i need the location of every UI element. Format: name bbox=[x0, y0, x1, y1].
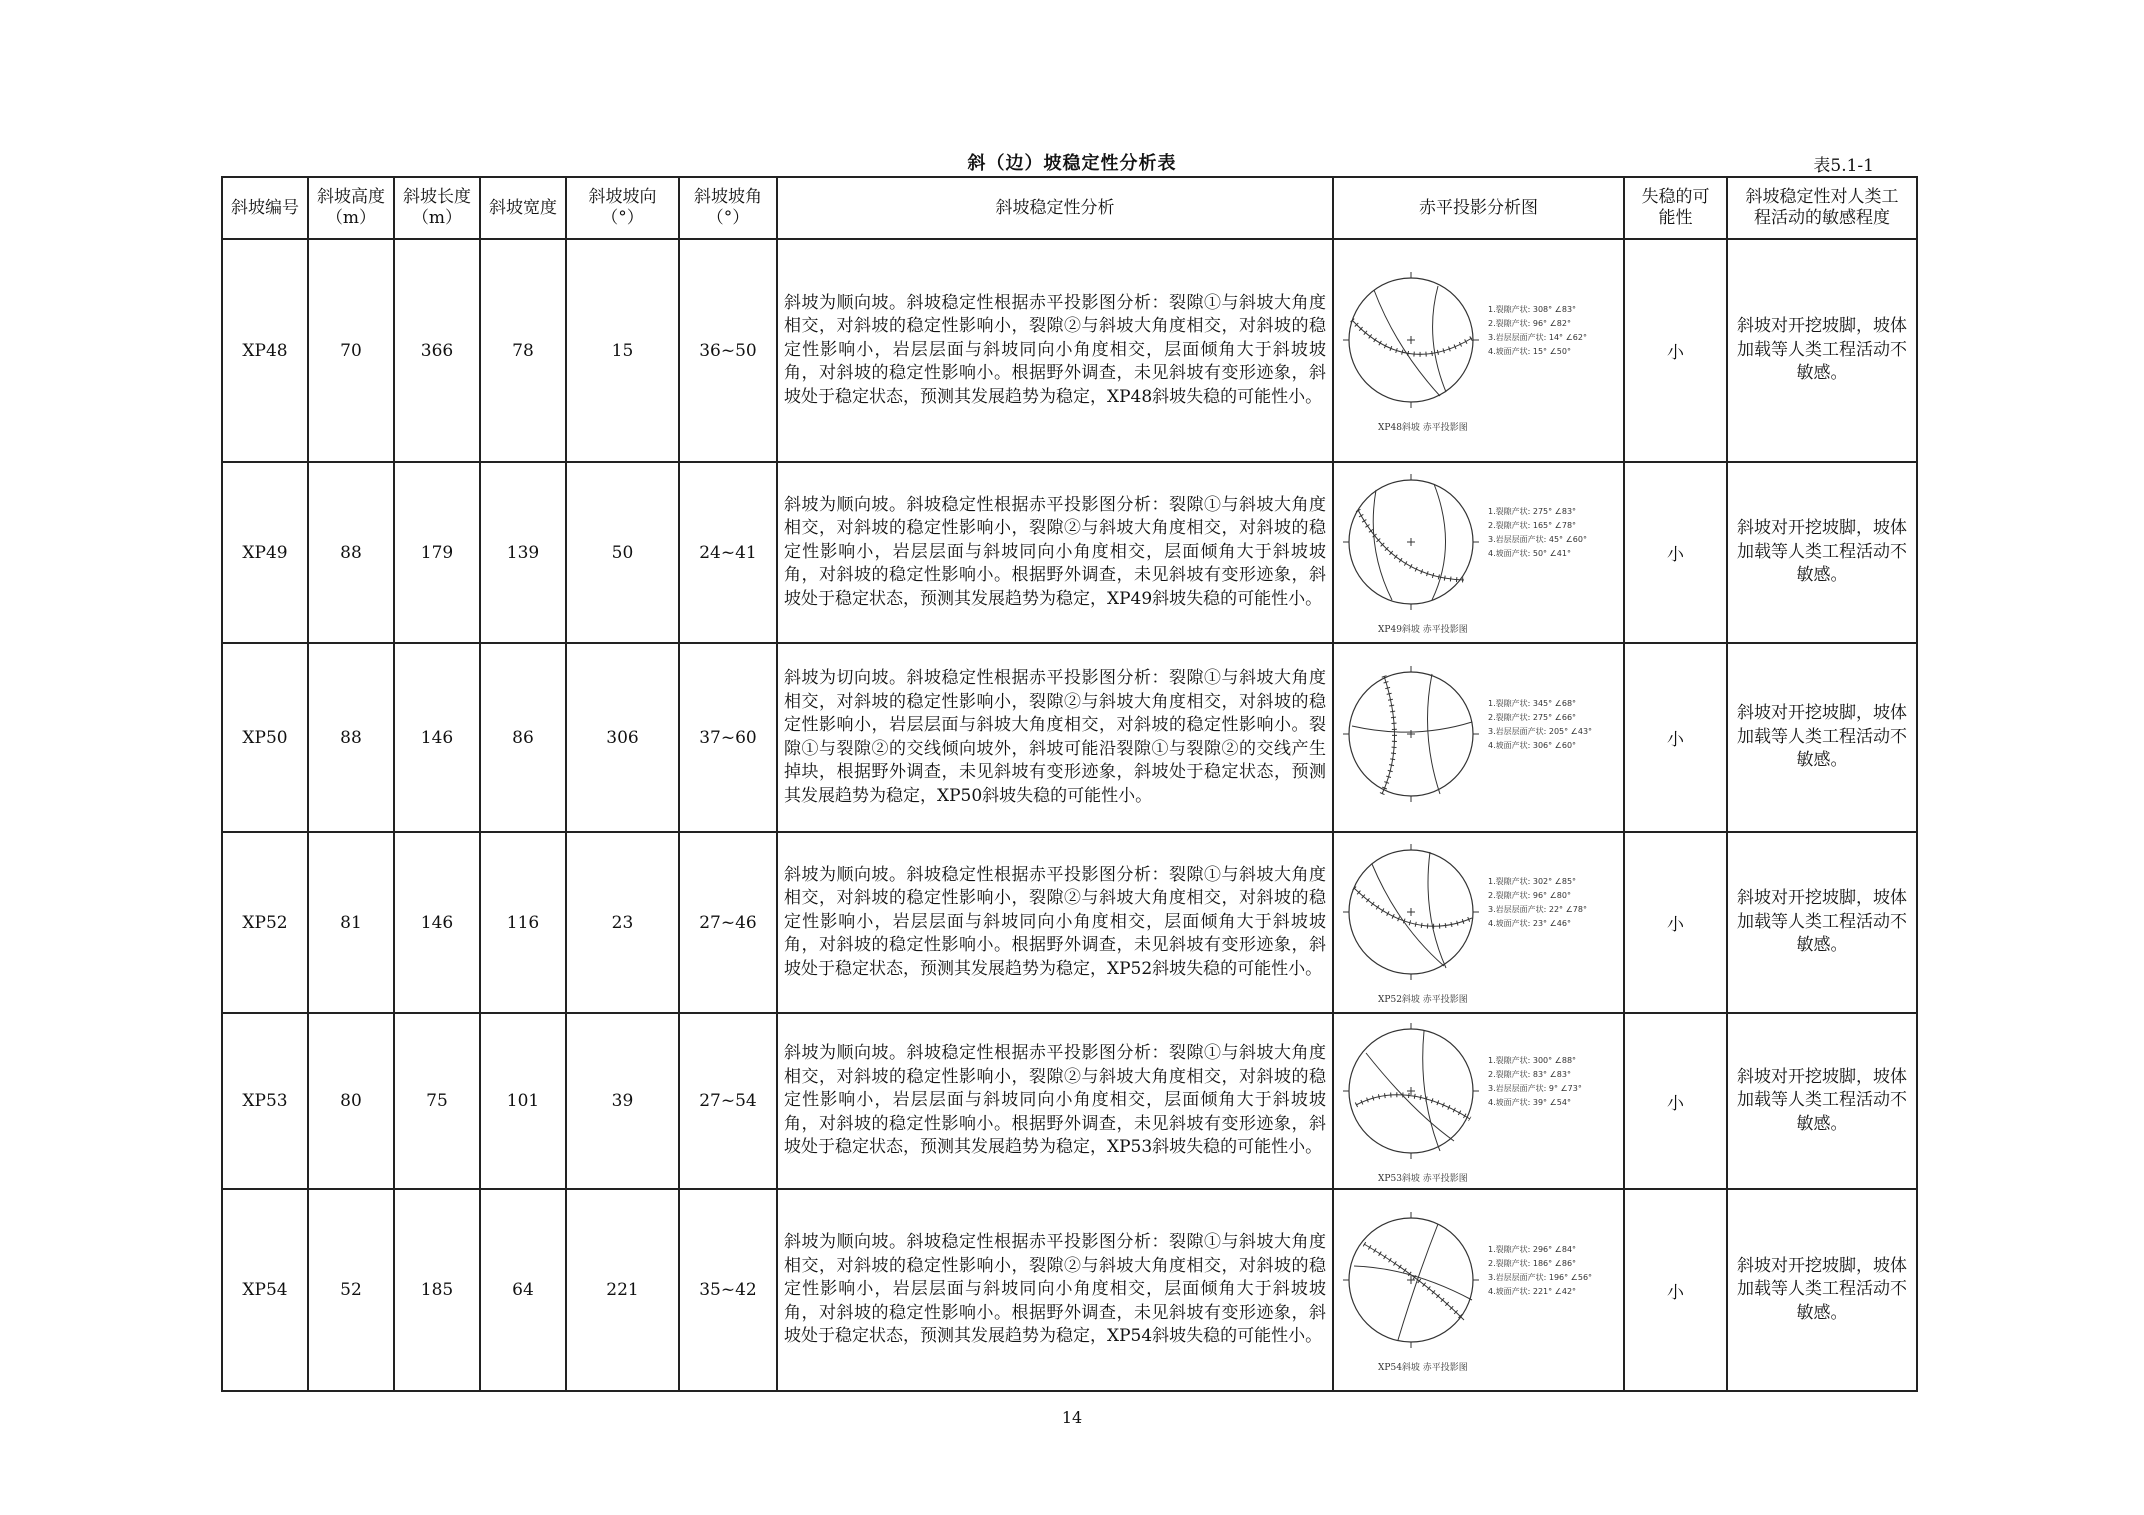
great-circle bbox=[1432, 484, 1446, 600]
legend-text: 1.裂隙产状: 302° ∠85° bbox=[1488, 877, 1577, 886]
stereonet-diagram bbox=[1336, 1208, 1616, 1358]
legend-text: 4.坡面产状: 39° ∠54° bbox=[1488, 1097, 1571, 1107]
table-row bbox=[222, 643, 1917, 832]
cell-projection bbox=[1333, 462, 1624, 643]
header-direction: 斜坡坡向 （°） bbox=[566, 177, 679, 239]
legend-text: 3.岩层层面产状: 45° ∠60° bbox=[1488, 535, 1587, 544]
cell-id: XP53 bbox=[222, 1013, 308, 1189]
figure-caption: XP54斜坡 赤平投影图 bbox=[1378, 1362, 1468, 1373]
cell-width: 64 bbox=[480, 1189, 566, 1391]
cell-direction: 15 bbox=[566, 239, 679, 462]
header-sensitivity: 斜坡稳定性对人类工 程活动的敏感程度 bbox=[1727, 177, 1917, 239]
legend-text: 1.裂隙产状: 300° ∠88° bbox=[1488, 1055, 1577, 1065]
cell-width: 78 bbox=[480, 239, 566, 462]
legend-text: 3.岩层层面产状: 196° ∠56° bbox=[1488, 1272, 1593, 1282]
cell-projection bbox=[1333, 643, 1624, 832]
legend-text: 3.岩层层面产状: 205° ∠43° bbox=[1488, 726, 1593, 736]
stereonet-diagram bbox=[1336, 662, 1616, 812]
cell-direction: 221 bbox=[566, 1189, 679, 1391]
cell-direction: 306 bbox=[566, 643, 679, 832]
cell-width: 101 bbox=[480, 1013, 566, 1189]
cell-height: 88 bbox=[308, 462, 394, 643]
cell-possibility: 小 bbox=[1624, 832, 1727, 1013]
legend-text: 1.裂隙产状: 275° ∠83° bbox=[1488, 507, 1577, 516]
cell-analysis: 斜坡为顺向坡。斜坡稳定性根据赤平投影图分析：裂隙①与斜坡大角度相交，对斜坡的稳定性影响小，裂隙②与斜坡大角度相交，对斜坡的稳定性影响小，岩层层面与斜坡同向小角度相交，层面倾角大于斜坡坡角，对斜坡的稳定性影响小。根据野外调查，未见斜坡有变形迹象，斜坡处于稳定状态，预测其发展趋势为稳定，XP53斜坡失稳的可能性小。 bbox=[777, 1013, 1333, 1189]
cell-length: 366 bbox=[394, 239, 480, 462]
legend-text: 4.坡面产状: 23° ∠46° bbox=[1488, 919, 1571, 928]
legend-text: 1.裂隙产状: 345° ∠68° bbox=[1488, 698, 1577, 708]
cell-sensitivity: 斜坡对开挖坡脚，坡体加载等人类工程活动不敏感。 bbox=[1727, 643, 1917, 832]
cell-analysis: 斜坡为顺向坡。斜坡稳定性根据赤平投影图分析：裂隙①与斜坡大角度相交，对斜坡的稳定性影响小，裂隙②与斜坡大角度相交，对斜坡的稳定性影响小，岩层层面与斜坡同向小角度相交，层面倾角大于斜坡坡角，对斜坡的稳定性影响小。根据野外调查，未见斜坡有变形迹象，斜坡处于稳定状态，预测其发展趋势为稳定，XP54斜坡失稳的可能性小。 bbox=[777, 1189, 1333, 1391]
cell-angle: 27~46 bbox=[679, 832, 777, 1013]
stereonet-diagram bbox=[1336, 268, 1616, 418]
slope-face-hatching bbox=[1354, 888, 1472, 926]
legend-text: 3.岩层层面产状: 14° ∠62° bbox=[1488, 333, 1587, 342]
cell-angle: 37~60 bbox=[679, 643, 777, 832]
slope-face-hatching bbox=[1382, 676, 1395, 794]
cell-height: 52 bbox=[308, 1189, 394, 1391]
legend-text: 1.裂隙产状: 296° ∠84° bbox=[1488, 1244, 1577, 1254]
legend-text: 2.裂隙产状: 83° ∠83° bbox=[1488, 1069, 1571, 1079]
table-row bbox=[222, 239, 1917, 462]
cell-id: XP54 bbox=[222, 1189, 308, 1391]
cell-angle: 35~42 bbox=[679, 1189, 777, 1391]
great-circle bbox=[1428, 674, 1441, 794]
figure-caption: XP53斜坡 赤平投影图 bbox=[1378, 1173, 1468, 1184]
great-circle bbox=[1354, 1266, 1472, 1300]
cell-height: 70 bbox=[308, 239, 394, 462]
legend-text: 3.岩层层面产状: 9° ∠73° bbox=[1488, 1083, 1582, 1093]
header-angle: 斜坡坡角 （°） bbox=[679, 177, 777, 239]
cell-sensitivity: 斜坡对开挖坡脚，坡体加载等人类工程活动不敏感。 bbox=[1727, 832, 1917, 1013]
cell-width: 116 bbox=[480, 832, 566, 1013]
legend-text: 2.裂隙产状: 165° ∠78° bbox=[1488, 521, 1577, 530]
cell-analysis: 斜坡为顺向坡。斜坡稳定性根据赤平投影图分析：裂隙①与斜坡大角度相交，对斜坡的稳定性影响小，裂隙②与斜坡大角度相交，对斜坡的稳定性影响小，岩层层面与斜坡同向小角度相交，层面倾角大于斜坡坡角，对斜坡的稳定性影响小。根据野外调查，未见斜坡有变形迹象，斜坡处于稳定状态，预测其发展趋势为稳定，XP52斜坡失稳的可能性小。 bbox=[777, 832, 1333, 1013]
table-row bbox=[222, 462, 1917, 643]
cell-id: XP52 bbox=[222, 832, 308, 1013]
great-circle bbox=[1428, 852, 1446, 968]
header-possibility: 失稳的可 能性 bbox=[1624, 177, 1727, 239]
cell-possibility: 小 bbox=[1624, 462, 1727, 643]
figure-caption: XP52斜坡 赤平投影图 bbox=[1378, 995, 1468, 1005]
cell-id: XP49 bbox=[222, 462, 308, 643]
cell-possibility: 小 bbox=[1624, 643, 1727, 832]
cell-width: 86 bbox=[480, 643, 566, 832]
great-circle bbox=[1372, 864, 1444, 966]
cell-sensitivity: 斜坡对开挖坡脚，坡体加载等人类工程活动不敏感。 bbox=[1727, 1189, 1917, 1391]
legend-text: 2.裂隙产状: 96° ∠80° bbox=[1488, 891, 1571, 900]
figure-caption: XP49斜坡 赤平投影图 bbox=[1378, 625, 1468, 635]
cell-angle: 24~41 bbox=[679, 462, 777, 643]
cell-length: 146 bbox=[394, 832, 480, 1013]
cell-possibility: 小 bbox=[1624, 239, 1727, 462]
cell-height: 81 bbox=[308, 832, 394, 1013]
cell-sensitivity: 斜坡对开挖坡脚，坡体加载等人类工程活动不敏感。 bbox=[1727, 239, 1917, 462]
cell-possibility: 小 bbox=[1624, 1013, 1727, 1189]
great-circle bbox=[1433, 286, 1446, 392]
table-title: 斜（边）坡稳定性分析表 bbox=[967, 153, 1177, 174]
cell-possibility: 小 bbox=[1624, 1189, 1727, 1391]
cell-direction: 39 bbox=[566, 1013, 679, 1189]
slope-face-hatching bbox=[1352, 320, 1472, 354]
header-analysis: 斜坡稳定性分析 bbox=[777, 177, 1333, 239]
cell-height: 80 bbox=[308, 1013, 394, 1189]
cell-angle: 27~54 bbox=[679, 1013, 777, 1189]
header-id: 斜坡编号 bbox=[222, 177, 308, 239]
cell-projection bbox=[1333, 239, 1624, 462]
stereonet-diagram bbox=[1336, 470, 1616, 620]
slope-stability-table bbox=[221, 176, 1918, 1392]
legend-text: 4.坡面产状: 221° ∠42° bbox=[1488, 1286, 1577, 1296]
great-circle bbox=[1374, 290, 1440, 396]
table-number: 表5.1-1 bbox=[1813, 156, 1874, 176]
great-circle bbox=[1354, 888, 1472, 926]
cell-length: 185 bbox=[394, 1189, 480, 1391]
cell-direction: 23 bbox=[566, 832, 679, 1013]
stereonet-diagram bbox=[1336, 1019, 1616, 1169]
legend-text: 2.裂隙产状: 275° ∠66° bbox=[1488, 712, 1577, 722]
legend-text: 2.裂隙产状: 96° ∠82° bbox=[1488, 319, 1571, 328]
cell-length: 179 bbox=[394, 462, 480, 643]
figure-caption: XP48斜坡 赤平投影图 bbox=[1378, 423, 1468, 433]
legend-text: 3.岩层层面产状: 22° ∠78° bbox=[1488, 905, 1587, 914]
table-row bbox=[222, 1189, 1917, 1391]
slope-face-hatching bbox=[1364, 1244, 1464, 1320]
cell-projection bbox=[1333, 1189, 1624, 1391]
table-row bbox=[222, 832, 1917, 1013]
slope-face-hatching bbox=[1356, 1094, 1470, 1118]
cell-width: 139 bbox=[480, 462, 566, 643]
cell-sensitivity: 斜坡对开挖坡脚，坡体加载等人类工程活动不敏感。 bbox=[1727, 1013, 1917, 1189]
cell-analysis: 斜坡为切向坡。斜坡稳定性根据赤平投影图分析：裂隙①与斜坡大角度相交，对斜坡的稳定性影响小，裂隙②与斜坡大角度相交，对斜坡的稳定性影响小，岩层层面与斜坡大角度相交，对斜坡的稳定性影响小。裂隙①与裂隙②的交线倾向坡外，斜坡可能沿裂隙①与裂隙②的交线产生掉块，根据野外调查，未见斜坡有变形迹象，斜坡处于稳定状态，预测其发展趋势为稳定，XP50斜坡失稳的可能性小。 bbox=[777, 643, 1333, 832]
cell-analysis: 斜坡为顺向坡。斜坡稳定性根据赤平投影图分析：裂隙①与斜坡大角度相交，对斜坡的稳定性影响小，裂隙②与斜坡大角度相交，对斜坡的稳定性影响小，岩层层面与斜坡同向小角度相交，层面倾角大于斜坡坡角，对斜坡的稳定性影响小。根据野外调查，未见斜坡有变形迹象，斜坡处于稳定状态，预测其发展趋势为稳定，XP49斜坡失稳的可能性小。 bbox=[777, 462, 1333, 643]
cell-projection bbox=[1333, 832, 1624, 1013]
page-number: 14 bbox=[1061, 1408, 1083, 1427]
header-length: 斜坡长度 （m） bbox=[394, 177, 480, 239]
legend-text: 2.裂隙产状: 186° ∠86° bbox=[1488, 1258, 1577, 1268]
cell-direction: 50 bbox=[566, 462, 679, 643]
table-row bbox=[222, 1013, 1917, 1189]
header-projection: 赤平投影分析图 bbox=[1333, 177, 1624, 239]
cell-length: 146 bbox=[394, 643, 480, 832]
cell-id: XP50 bbox=[222, 643, 308, 832]
header-height: 斜坡高度 （m） bbox=[308, 177, 394, 239]
legend-text: 1.裂隙产状: 308° ∠83° bbox=[1488, 305, 1577, 314]
legend-text: 4.坡面产状: 50° ∠41° bbox=[1488, 549, 1571, 558]
cell-projection bbox=[1333, 1013, 1624, 1189]
legend-text: 4.坡面产状: 15° ∠50° bbox=[1488, 347, 1571, 356]
legend-text: 4.坡面产状: 306° ∠60° bbox=[1488, 740, 1577, 750]
cell-length: 75 bbox=[394, 1013, 480, 1189]
great-circle bbox=[1423, 1031, 1440, 1151]
cell-analysis: 斜坡为顺向坡。斜坡稳定性根据赤平投影图分析：裂隙①与斜坡大角度相交，对斜坡的稳定性影响小，裂隙②与斜坡大角度相交，对斜坡的稳定性影响小，岩层层面与斜坡同向小角度相交，层面倾角大于斜坡坡角，对斜坡的稳定性影响小。根据野外调查，未见斜坡有变形迹象，斜坡处于稳定状态，预测其发展趋势为稳定，XP48斜坡失稳的可能性小。 bbox=[777, 239, 1333, 462]
great-circle bbox=[1352, 722, 1472, 732]
header-row bbox=[222, 177, 1917, 239]
stereonet-diagram bbox=[1336, 840, 1616, 990]
cell-height: 88 bbox=[308, 643, 394, 832]
header-width: 斜坡宽度 bbox=[480, 177, 566, 239]
cell-id: XP48 bbox=[222, 239, 308, 462]
cell-angle: 36~50 bbox=[679, 239, 777, 462]
cell-sensitivity: 斜坡对开挖坡脚，坡体加载等人类工程活动不敏感。 bbox=[1727, 462, 1917, 643]
